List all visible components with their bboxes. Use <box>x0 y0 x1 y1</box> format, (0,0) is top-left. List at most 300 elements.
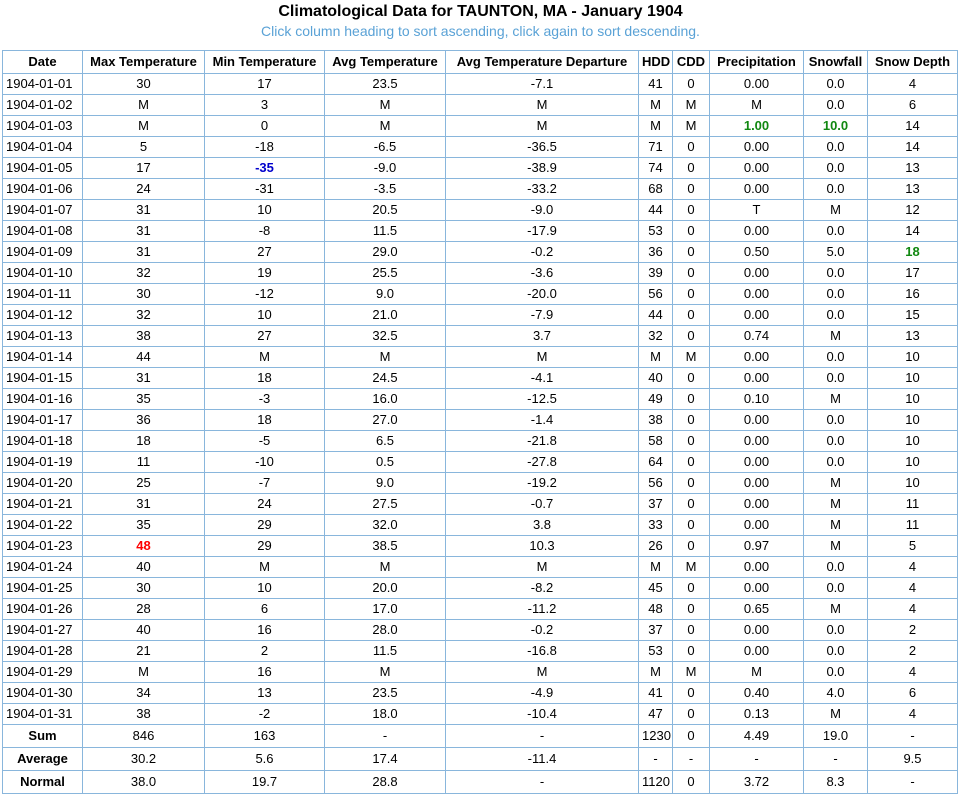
cell-cdd: 0 <box>673 179 710 200</box>
cell-cdd: 0 <box>673 641 710 662</box>
cell-snowfall: 0.0 <box>804 662 868 683</box>
table-row <box>3 620 958 641</box>
cell-date: 1904-01-08 <box>3 221 83 242</box>
cell-avg-temperature-departure: -0.2 <box>446 620 639 641</box>
cell-hdd: M <box>639 347 673 368</box>
cell-snowfall: 0.0 <box>804 179 868 200</box>
table-row <box>3 473 958 494</box>
cell-avg-temperature-departure: -4.9 <box>446 683 639 704</box>
cell-min-temperature: -10 <box>205 452 325 473</box>
cell-snowfall: M <box>804 326 868 347</box>
cell-avg-temperature: M <box>325 557 446 578</box>
cell-max-temperature: 44 <box>83 347 205 368</box>
cell-avg-temperature-departure: -7.1 <box>446 74 639 95</box>
cell-max-temperature: 5 <box>83 137 205 158</box>
cell-avg-temperature: 0.5 <box>325 452 446 473</box>
cell-hdd: 64 <box>639 452 673 473</box>
cell-max-temperature: 31 <box>83 242 205 263</box>
column-header-avg-temperature[interactable]: Avg Temperature <box>325 51 446 74</box>
cell-hdd: M <box>639 116 673 137</box>
cell-snow-depth: 10 <box>868 410 958 431</box>
cell-min-temperature: 29 <box>205 515 325 536</box>
cell-date: 1904-01-13 <box>3 326 83 347</box>
cell-hdd: 39 <box>639 263 673 284</box>
summary-cell-avg-temperature-departure: - <box>446 725 639 748</box>
cell-date: 1904-01-05 <box>3 158 83 179</box>
table-row <box>3 305 958 326</box>
table-row <box>3 137 958 158</box>
cell-hdd: 71 <box>639 137 673 158</box>
cell-snowfall: 0.0 <box>804 137 868 158</box>
summary-cell-avg-temperature-departure: - <box>446 771 639 794</box>
table-row <box>3 704 958 725</box>
cell-min-temperature: -12 <box>205 284 325 305</box>
cell-hdd: 41 <box>639 683 673 704</box>
cell-avg-temperature: 32.0 <box>325 515 446 536</box>
cell-cdd: 0 <box>673 704 710 725</box>
cell-max-temperature: 40 <box>83 620 205 641</box>
cell-hdd: 68 <box>639 179 673 200</box>
cell-max-temperature: 31 <box>83 221 205 242</box>
cell-avg-temperature: 9.0 <box>325 284 446 305</box>
cell-min-temperature: 3 <box>205 95 325 116</box>
cell-snow-depth: 14 <box>868 137 958 158</box>
cell-max-temperature: 35 <box>83 515 205 536</box>
cell-snowfall: M <box>804 515 868 536</box>
table-row <box>3 242 958 263</box>
cell-avg-temperature-departure: 3.7 <box>446 326 639 347</box>
cell-hdd: 56 <box>639 473 673 494</box>
cell-snow-depth: 10 <box>868 452 958 473</box>
climate-table <box>2 50 958 794</box>
summary-cell-snow-depth: 9.5 <box>868 748 958 771</box>
cell-min-temperature: -3 <box>205 389 325 410</box>
cell-snowfall: 0.0 <box>804 74 868 95</box>
cell-date: 1904-01-28 <box>3 641 83 662</box>
cell-hdd: 47 <box>639 704 673 725</box>
column-header-hdd[interactable]: HDD <box>639 51 673 74</box>
table-row <box>3 431 958 452</box>
cell-avg-temperature-departure: -0.7 <box>446 494 639 515</box>
cell-avg-temperature: M <box>325 662 446 683</box>
cell-date: 1904-01-30 <box>3 683 83 704</box>
cell-min-temperature: 6 <box>205 599 325 620</box>
cell-max-temperature: 24 <box>83 179 205 200</box>
column-header-precipitation[interactable]: Precipitation <box>710 51 804 74</box>
cell-hdd: 41 <box>639 74 673 95</box>
cell-max-temperature: 32 <box>83 305 205 326</box>
cell-avg-temperature-departure: -1.4 <box>446 410 639 431</box>
cell-snow-depth: 10 <box>868 389 958 410</box>
cell-avg-temperature: 29.0 <box>325 242 446 263</box>
cell-max-temperature: 31 <box>83 368 205 389</box>
cell-avg-temperature: 32.5 <box>325 326 446 347</box>
cell-min-temperature: 2 <box>205 641 325 662</box>
cell-snow-depth: 10 <box>868 347 958 368</box>
summary-cell-precipitation: 3.72 <box>710 771 804 794</box>
cell-avg-temperature: -3.5 <box>325 179 446 200</box>
cell-precipitation: 1.00 <box>710 116 804 137</box>
cell-max-temperature: 35 <box>83 389 205 410</box>
cell-snow-depth: 4 <box>868 557 958 578</box>
cell-avg-temperature-departure: -38.9 <box>446 158 639 179</box>
column-header-date[interactable]: Date <box>3 51 83 74</box>
cell-date: 1904-01-09 <box>3 242 83 263</box>
cell-date: 1904-01-22 <box>3 515 83 536</box>
cell-avg-temperature-departure: -36.5 <box>446 137 639 158</box>
cell-snow-depth: 11 <box>868 515 958 536</box>
cell-cdd: 0 <box>673 326 710 347</box>
summary-body <box>3 725 958 794</box>
summary-cell-avg-temperature: - <box>325 725 446 748</box>
summary-cell-snow-depth: - <box>868 771 958 794</box>
table-row <box>3 263 958 284</box>
summary-cell-cdd: 0 <box>673 725 710 748</box>
summary-cell-avg-temperature: 28.8 <box>325 771 446 794</box>
cell-cdd: 0 <box>673 515 710 536</box>
cell-hdd: 38 <box>639 410 673 431</box>
cell-snowfall: 0.0 <box>804 431 868 452</box>
cell-min-temperature: M <box>205 557 325 578</box>
cell-avg-temperature: M <box>325 95 446 116</box>
cell-snowfall: M <box>804 599 868 620</box>
cell-avg-temperature: M <box>325 347 446 368</box>
cell-hdd: 49 <box>639 389 673 410</box>
cell-avg-temperature-departure: -21.8 <box>446 431 639 452</box>
cell-date: 1904-01-01 <box>3 74 83 95</box>
summary-cell-hdd: - <box>639 748 673 771</box>
column-header-cdd[interactable]: CDD <box>673 51 710 74</box>
cell-hdd: 56 <box>639 284 673 305</box>
table-row <box>3 368 958 389</box>
cell-min-temperature: -18 <box>205 137 325 158</box>
cell-hdd: 53 <box>639 221 673 242</box>
cell-precipitation: 0.00 <box>710 557 804 578</box>
cell-avg-temperature: 6.5 <box>325 431 446 452</box>
table-row <box>3 410 958 431</box>
cell-min-temperature: 29 <box>205 536 325 557</box>
cell-precipitation: 0.13 <box>710 704 804 725</box>
summary-cell-hdd: 1230 <box>639 725 673 748</box>
cell-avg-temperature: 18.0 <box>325 704 446 725</box>
cell-snowfall: 0.0 <box>804 452 868 473</box>
cell-cdd: 0 <box>673 578 710 599</box>
cell-avg-temperature-departure: M <box>446 557 639 578</box>
cell-min-temperature: -2 <box>205 704 325 725</box>
column-header-max-temperature[interactable]: Max Temperature <box>83 51 205 74</box>
cell-snowfall: M <box>804 536 868 557</box>
cell-snow-depth: 10 <box>868 473 958 494</box>
cell-avg-temperature: 28.0 <box>325 620 446 641</box>
cell-min-temperature: -7 <box>205 473 325 494</box>
cell-avg-temperature: 27.5 <box>325 494 446 515</box>
cell-cdd: M <box>673 95 710 116</box>
cell-precipitation: M <box>710 662 804 683</box>
cell-precipitation: 0.97 <box>710 536 804 557</box>
cell-avg-temperature-departure: -3.6 <box>446 263 639 284</box>
cell-avg-temperature-departure: M <box>446 347 639 368</box>
cell-date: 1904-01-20 <box>3 473 83 494</box>
cell-snowfall: 0.0 <box>804 641 868 662</box>
cell-hdd: 32 <box>639 326 673 347</box>
summary-label: Sum <box>3 725 83 748</box>
cell-avg-temperature: 20.5 <box>325 200 446 221</box>
cell-max-temperature: 34 <box>83 683 205 704</box>
cell-avg-temperature: 25.5 <box>325 263 446 284</box>
cell-date: 1904-01-11 <box>3 284 83 305</box>
cell-precipitation: 0.65 <box>710 599 804 620</box>
summary-cell-cdd: 0 <box>673 771 710 794</box>
cell-snowfall: 0.0 <box>804 221 868 242</box>
cell-snow-depth: 6 <box>868 683 958 704</box>
table-row <box>3 347 958 368</box>
cell-max-temperature: M <box>83 95 205 116</box>
cell-date: 1904-01-23 <box>3 536 83 557</box>
cell-snow-depth: 4 <box>868 578 958 599</box>
cell-max-temperature: M <box>83 662 205 683</box>
cell-hdd: 37 <box>639 494 673 515</box>
cell-avg-temperature: 21.0 <box>325 305 446 326</box>
cell-hdd: M <box>639 95 673 116</box>
cell-hdd: 48 <box>639 599 673 620</box>
table-row <box>3 599 958 620</box>
cell-snow-depth: 4 <box>868 704 958 725</box>
cell-avg-temperature: -6.5 <box>325 137 446 158</box>
column-header-snow-depth[interactable]: Snow Depth <box>868 51 958 74</box>
cell-snowfall: M <box>804 200 868 221</box>
cell-avg-temperature-departure: M <box>446 662 639 683</box>
cell-date: 1904-01-04 <box>3 137 83 158</box>
cell-precipitation: 0.00 <box>710 578 804 599</box>
cell-snow-depth: 4 <box>868 74 958 95</box>
cell-min-temperature: 0 <box>205 116 325 137</box>
cell-max-temperature: 30 <box>83 578 205 599</box>
column-header-snowfall[interactable]: Snowfall <box>804 51 868 74</box>
cell-cdd: M <box>673 557 710 578</box>
cell-max-temperature: 18 <box>83 431 205 452</box>
cell-snowfall: M <box>804 494 868 515</box>
cell-max-temperature: 25 <box>83 473 205 494</box>
cell-cdd: 0 <box>673 473 710 494</box>
cell-snowfall: M <box>804 389 868 410</box>
cell-avg-temperature-departure: -33.2 <box>446 179 639 200</box>
table-row <box>3 326 958 347</box>
table-row <box>3 284 958 305</box>
column-header-avg-temperature-departure[interactable]: Avg Temperature Departure <box>446 51 639 74</box>
cell-precipitation: 0.00 <box>710 494 804 515</box>
cell-max-temperature: 38 <box>83 326 205 347</box>
cell-cdd: 0 <box>673 242 710 263</box>
cell-min-temperature: 19 <box>205 263 325 284</box>
cell-avg-temperature: 27.0 <box>325 410 446 431</box>
cell-cdd: M <box>673 347 710 368</box>
cell-cdd: M <box>673 662 710 683</box>
cell-cdd: 0 <box>673 368 710 389</box>
cell-cdd: 0 <box>673 620 710 641</box>
cell-cdd: 0 <box>673 389 710 410</box>
cell-snowfall: 0.0 <box>804 263 868 284</box>
cell-snow-depth: 12 <box>868 200 958 221</box>
summary-cell-hdd: 1120 <box>639 771 673 794</box>
cell-cdd: 0 <box>673 158 710 179</box>
cell-min-temperature: -35 <box>205 158 325 179</box>
cell-max-temperature: 17 <box>83 158 205 179</box>
cell-precipitation: 0.00 <box>710 158 804 179</box>
cell-precipitation: 0.00 <box>710 179 804 200</box>
cell-hdd: 37 <box>639 620 673 641</box>
cell-avg-temperature-departure: M <box>446 116 639 137</box>
cell-max-temperature: 40 <box>83 557 205 578</box>
cell-snowfall: 0.0 <box>804 347 868 368</box>
cell-precipitation: 0.00 <box>710 641 804 662</box>
cell-hdd: 53 <box>639 641 673 662</box>
cell-min-temperature: 16 <box>205 662 325 683</box>
cell-avg-temperature: 11.5 <box>325 221 446 242</box>
cell-snow-depth: 10 <box>868 431 958 452</box>
cell-hdd: 44 <box>639 200 673 221</box>
cell-date: 1904-01-29 <box>3 662 83 683</box>
table-row <box>3 200 958 221</box>
cell-min-temperature: 18 <box>205 368 325 389</box>
summary-label: Average <box>3 748 83 771</box>
cell-min-temperature: -8 <box>205 221 325 242</box>
cell-snow-depth: 15 <box>868 305 958 326</box>
cell-snow-depth: 2 <box>868 620 958 641</box>
cell-precipitation: M <box>710 95 804 116</box>
cell-avg-temperature: 11.5 <box>325 641 446 662</box>
table-row <box>3 221 958 242</box>
summary-cell-snowfall: 8.3 <box>804 771 868 794</box>
table-row <box>3 683 958 704</box>
cell-precipitation: T <box>710 200 804 221</box>
table-body <box>3 74 958 725</box>
cell-avg-temperature-departure: -27.8 <box>446 452 639 473</box>
cell-hdd: 33 <box>639 515 673 536</box>
cell-avg-temperature-departure: -4.1 <box>446 368 639 389</box>
cell-snow-depth: 5 <box>868 536 958 557</box>
summary-row <box>3 771 958 794</box>
cell-precipitation: 0.00 <box>710 368 804 389</box>
cell-precipitation: 0.00 <box>710 284 804 305</box>
cell-cdd: 0 <box>673 536 710 557</box>
summary-cell-snow-depth: - <box>868 725 958 748</box>
cell-max-temperature: 28 <box>83 599 205 620</box>
cell-snow-depth: 11 <box>868 494 958 515</box>
cell-min-temperature: 13 <box>205 683 325 704</box>
cell-snow-depth: 14 <box>868 221 958 242</box>
cell-precipitation: 0.00 <box>710 473 804 494</box>
cell-avg-temperature: 9.0 <box>325 473 446 494</box>
cell-min-temperature: 24 <box>205 494 325 515</box>
cell-max-temperature: 36 <box>83 410 205 431</box>
cell-avg-temperature: 20.0 <box>325 578 446 599</box>
cell-min-temperature: M <box>205 347 325 368</box>
cell-avg-temperature: 16.0 <box>325 389 446 410</box>
cell-hdd: 44 <box>639 305 673 326</box>
cell-avg-temperature-departure: -7.9 <box>446 305 639 326</box>
cell-snow-depth: 17 <box>868 263 958 284</box>
cell-avg-temperature-departure: 3.8 <box>446 515 639 536</box>
summary-cell-min-temperature: 5.6 <box>205 748 325 771</box>
cell-snowfall: 0.0 <box>804 95 868 116</box>
table-row <box>3 641 958 662</box>
cell-avg-temperature: 17.0 <box>325 599 446 620</box>
cell-min-temperature: 27 <box>205 326 325 347</box>
cell-max-temperature: 31 <box>83 200 205 221</box>
cell-cdd: 0 <box>673 452 710 473</box>
cell-precipitation: 0.10 <box>710 389 804 410</box>
cell-date: 1904-01-16 <box>3 389 83 410</box>
cell-date: 1904-01-15 <box>3 368 83 389</box>
cell-date: 1904-01-06 <box>3 179 83 200</box>
cell-snowfall: 0.0 <box>804 305 868 326</box>
table-row <box>3 95 958 116</box>
cell-snow-depth: 14 <box>868 116 958 137</box>
cell-snowfall: M <box>804 704 868 725</box>
summary-cell-snowfall: - <box>804 748 868 771</box>
cell-avg-temperature: -9.0 <box>325 158 446 179</box>
cell-max-temperature: 30 <box>83 74 205 95</box>
cell-snow-depth: 13 <box>868 158 958 179</box>
cell-snow-depth: 13 <box>868 326 958 347</box>
cell-avg-temperature-departure: -16.8 <box>446 641 639 662</box>
cell-min-temperature: 16 <box>205 620 325 641</box>
cell-cdd: 0 <box>673 74 710 95</box>
cell-precipitation: 0.00 <box>710 452 804 473</box>
table-row <box>3 578 958 599</box>
cell-precipitation: 0.00 <box>710 410 804 431</box>
cell-precipitation: 0.00 <box>710 347 804 368</box>
summary-cell-avg-temperature-departure: -11.4 <box>446 748 639 771</box>
cell-precipitation: 0.00 <box>710 515 804 536</box>
table-row <box>3 179 958 200</box>
cell-avg-temperature: M <box>325 116 446 137</box>
summary-row <box>3 725 958 748</box>
cell-max-temperature: 11 <box>83 452 205 473</box>
cell-avg-temperature-departure: -19.2 <box>446 473 639 494</box>
cell-avg-temperature-departure: -8.2 <box>446 578 639 599</box>
cell-avg-temperature: 24.5 <box>325 368 446 389</box>
summary-cell-min-temperature: 19.7 <box>205 771 325 794</box>
cell-date: 1904-01-17 <box>3 410 83 431</box>
cell-cdd: 0 <box>673 137 710 158</box>
table-row <box>3 557 958 578</box>
summary-cell-precipitation: 4.49 <box>710 725 804 748</box>
cell-cdd: 0 <box>673 200 710 221</box>
cell-snow-depth: 16 <box>868 284 958 305</box>
cell-cdd: 0 <box>673 410 710 431</box>
cell-max-temperature: M <box>83 116 205 137</box>
cell-avg-temperature: 23.5 <box>325 74 446 95</box>
cell-snowfall: 0.0 <box>804 368 868 389</box>
summary-cell-max-temperature: 846 <box>83 725 205 748</box>
cell-max-temperature: 21 <box>83 641 205 662</box>
cell-hdd: 26 <box>639 536 673 557</box>
summary-cell-precipitation: - <box>710 748 804 771</box>
cell-min-temperature: -5 <box>205 431 325 452</box>
cell-precipitation: 0.00 <box>710 263 804 284</box>
cell-date: 1904-01-25 <box>3 578 83 599</box>
cell-snowfall: 0.0 <box>804 557 868 578</box>
cell-min-temperature: 27 <box>205 242 325 263</box>
cell-date: 1904-01-10 <box>3 263 83 284</box>
cell-cdd: 0 <box>673 494 710 515</box>
cell-avg-temperature-departure: M <box>446 95 639 116</box>
column-header-min-temperature[interactable]: Min Temperature <box>205 51 325 74</box>
cell-date: 1904-01-12 <box>3 305 83 326</box>
summary-row <box>3 748 958 771</box>
cell-date: 1904-01-14 <box>3 347 83 368</box>
